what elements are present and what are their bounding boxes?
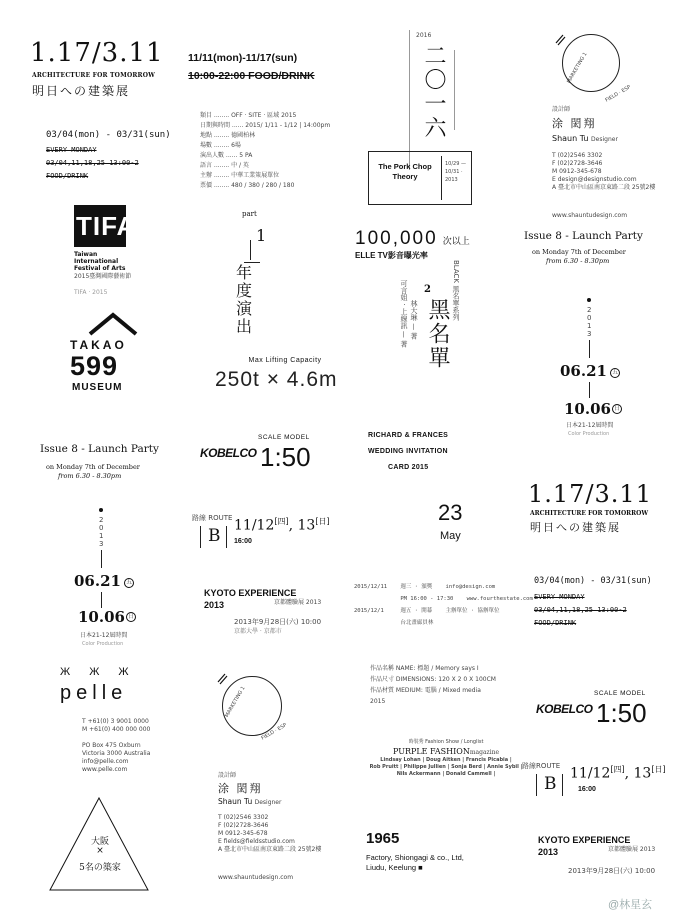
- fashion-names-2: Rob Pruitt | Philippe Jullien | Sonja Berd | Annie Sybil |: [369, 764, 523, 770]
- info-row: 語言 ........ 中 / 英: [200, 162, 249, 169]
- dot-marker: [99, 508, 103, 512]
- tile-artwork-info: [370, 665, 520, 706]
- part-title-cn: 年度演出: [236, 263, 256, 336]
- kyoto-cn: 京都體驗展 2013: [608, 846, 656, 853]
- year-digit: 2: [587, 306, 592, 314]
- contact-address: A 臺北市中山區南京東路二段 25號2樓: [552, 184, 656, 191]
- triangle-mid: ×: [96, 846, 104, 856]
- route-day-1: 四: [613, 765, 622, 774]
- artwork-row: 作品名稱 NAME: 標題 / Memory says I: [370, 665, 479, 672]
- wedding-line-3: CARD 2015: [388, 464, 429, 471]
- tile-launch-party-left: [40, 443, 190, 480]
- schedule-row: 2015/12/1 週五 · 開幕 主辦單位 · 協辦單位: [354, 608, 500, 614]
- scale-value: 1:50: [260, 442, 311, 472]
- issue-date: on Monday 7th of December: [532, 248, 626, 256]
- route-dates: 11/12[四], 13[日]: [570, 765, 666, 782]
- circle-bottom-text: FIELD · ESP: [604, 84, 632, 104]
- pelle-web: www.pelle.com: [82, 766, 128, 773]
- contact-email: E fields@fieldsstudio.com: [218, 838, 295, 845]
- exhibition-subtitle: ARCHITECTURE FOR TOMORROW: [530, 510, 649, 517]
- issue-title: Issue 8 - Launch Party: [524, 230, 643, 242]
- times-text: 03/04,11,18,25 13:00-2: [46, 159, 139, 167]
- contact-list: [218, 814, 348, 854]
- fashion-small: 時裝秀 Fashion Show / Longlist: [408, 739, 484, 745]
- kyoto-title: KYOTO EXPERIENCE: [538, 835, 631, 845]
- factory-year: 1965: [366, 830, 400, 847]
- view-count-number: 100,000: [355, 228, 438, 249]
- contact-phone: T (02)2546 3302: [552, 152, 603, 159]
- tile-1965-factory: [366, 830, 516, 872]
- tile-schedule-table: [354, 583, 533, 627]
- year-digit: 0: [587, 314, 592, 322]
- contact-mobile: M 0912-345-678: [218, 830, 268, 837]
- blacklist-number: 2: [424, 284, 431, 295]
- triangle-bottom: 5名の築家: [79, 863, 121, 873]
- circle-top-text: MARKETING 1: [566, 51, 589, 85]
- tile-kyoto-middle: [204, 588, 354, 638]
- factory-line-1: Factory, Shiongagi & co., Ltd,: [366, 853, 464, 862]
- info-row: 主辦 ........ 中華工業策展單位: [200, 172, 280, 179]
- contact-phone: T (02)2546 3302: [218, 814, 269, 821]
- tile-view-count: [355, 228, 515, 261]
- tifa-logo: TIFA: [76, 211, 137, 241]
- year-digit: 1: [587, 322, 592, 330]
- date-two: 10.06: [78, 608, 125, 626]
- route-letter: B: [208, 526, 221, 546]
- fashion-title-suffix: magazine: [469, 749, 500, 756]
- fashion-names-1: Lindsay Lohan | Doug Aitken | Francis Picabia |: [380, 757, 512, 763]
- pelle-email: info@pelle.com: [82, 758, 129, 765]
- designer-name-cn: 涂 閎翔: [552, 117, 597, 130]
- year-digit: 1: [99, 532, 104, 540]
- tile-route-right: [522, 760, 682, 805]
- tile-purple-fashion: [366, 738, 526, 778]
- pelle-address-2: Victoria 3000 Australia: [82, 750, 151, 757]
- event-date-range: 11/11(mon)-11/17(sun): [188, 52, 298, 64]
- period-text: 03/04(mon) - 03/31(sun): [534, 576, 652, 586]
- circle-bottom-text: FIELD · ESP: [260, 722, 288, 742]
- pelle-phone: T +61(0) 3 9001 0000: [82, 718, 149, 725]
- food-text: FOOD/DRINK: [534, 619, 577, 627]
- date-one: 06.21: [560, 362, 607, 380]
- tifa-cn: 2015臺灣國際藝術節: [74, 273, 132, 280]
- designer-web: www.shauntudesign.com: [218, 874, 294, 881]
- name-en: Shaun Tu: [218, 797, 253, 806]
- dot-marker: [587, 298, 591, 302]
- tile-wedding-invitation: [368, 432, 488, 552]
- contact-fax: F (02)2728-3646: [218, 822, 269, 829]
- tile-date-card-right: [560, 298, 640, 438]
- contact-list: [552, 152, 668, 192]
- route-letter: B: [544, 774, 557, 794]
- tile-tifa: [74, 205, 164, 300]
- tile-schedule-right: [534, 576, 684, 629]
- every-monday-text: EVERY MONDAY: [46, 146, 97, 154]
- date-note: 日本21-12屆時間: [566, 422, 614, 429]
- tile-date-card-left: [72, 508, 152, 648]
- exhibition-subtitle: ARCHITECTURE FOR TOMORROW: [32, 72, 156, 79]
- event-info-table: [200, 112, 350, 190]
- designer-name-en: [552, 133, 618, 144]
- date-two: 10.06: [564, 400, 611, 418]
- date-note: 日本21-12屆時間: [80, 632, 128, 639]
- name-en-role: Designer: [591, 136, 618, 143]
- tile-business-card-bottom: [212, 668, 352, 898]
- exhibition-date: 1.17/3.11: [30, 38, 164, 68]
- route-date-1: 11/12: [570, 765, 611, 782]
- route-dates: 11/12[四], 13[日]: [234, 517, 330, 534]
- top-small-year: 2016: [416, 32, 432, 39]
- artwork-row: 2015: [370, 698, 386, 705]
- date-note-2: Color Production: [568, 431, 610, 437]
- route-label: 路線 ROUTE: [192, 514, 233, 522]
- tifa-line-1: Taiwan: [74, 251, 98, 258]
- day-one: 五: [126, 579, 133, 586]
- artwork-row: 作品材質 MEDIUM: 電腦 / Mixed media: [370, 687, 481, 694]
- pork-chop-title: The Pork Chop Theory: [378, 162, 432, 181]
- event-hours: 10:00-22:00 FOOD/DRINK: [188, 70, 315, 82]
- pork-chop-date-box: [368, 151, 472, 205]
- roof-icon: [88, 312, 138, 336]
- pelle-logo-marks: Ж Ж Ж: [60, 666, 137, 678]
- pork-chop-dates: 10/29 — 10/31 · 2013: [445, 161, 466, 183]
- contact-address: A 臺北市中山區南京東路二段 25號2樓: [218, 846, 322, 853]
- watermark: @林星玄: [608, 899, 653, 911]
- kobelco-brand: KOBELCO: [536, 702, 593, 716]
- year-digit: 3: [99, 540, 104, 548]
- route-time: 16:00: [234, 538, 252, 545]
- food-text: FOOD/DRINK: [46, 172, 89, 180]
- tifa-line-3: Festival of Arts: [74, 265, 126, 272]
- kyoto-date: 2013年9月28日(六) 10:00: [234, 618, 322, 626]
- tile-launch-party-right: [524, 230, 674, 265]
- card-logo-mark: [554, 32, 566, 46]
- view-count-suffix: 次以上: [442, 236, 470, 246]
- name-en: Shaun Tu: [552, 134, 589, 143]
- route-time: 16:00: [578, 786, 596, 793]
- tile-architecture-right: [528, 480, 678, 540]
- schedule-row: 台北畫廊員林: [354, 620, 434, 626]
- route-date-1: 11/12: [234, 517, 275, 534]
- info-row: 日期與時間 ...... 2015/ 1/11 - 1/12 | 14:00pm: [200, 122, 331, 129]
- contact-email: E design@designstudio.com: [552, 176, 637, 183]
- kyoto-note: 京都大學 · 京都市: [234, 628, 282, 635]
- scale-value: 1:50: [596, 698, 647, 728]
- circle-top-text: MARKETING 1: [224, 685, 247, 719]
- fashion-names-3: Nils Ackermann | Donald Cammell |: [396, 771, 496, 777]
- period-text: 03/04(mon) - 03/31(sun): [46, 130, 171, 140]
- schedule-row: PM 16:00 - 17:30 www.fourthestate.com: [354, 596, 533, 602]
- vertical-year-chars: 二〇一六: [421, 44, 446, 140]
- tile-lifting-capacity: [215, 357, 355, 392]
- issue-time: from 6.30 - 8.30pm: [58, 472, 122, 480]
- slash-mark-icon: [216, 672, 228, 686]
- designer-name-en: [218, 796, 281, 807]
- route-date-2: 13: [633, 765, 652, 782]
- pelle-brand: pelle: [60, 682, 128, 704]
- route-label: 路線ROUTE: [522, 762, 561, 770]
- tile-pelle-card: [60, 666, 170, 786]
- slash-mark-icon: [554, 33, 566, 47]
- kyoto-year: 2013: [538, 847, 559, 857]
- tile-takao-museum: [66, 310, 176, 400]
- year-digit: 3: [587, 330, 592, 338]
- part-label: part: [242, 210, 257, 218]
- schedule-row: 2015/12/11 週三 · 頒獎 info@design.com: [354, 584, 496, 590]
- tile-kobelco-middle: [200, 432, 340, 477]
- day-two: 日: [128, 613, 135, 620]
- blacklist-side-3: 林大琳 — 著: [410, 300, 418, 340]
- info-row: 場數 ........ 6場: [200, 142, 241, 149]
- exhibition-date: 1.17/3.11: [528, 480, 652, 508]
- date-one: 06.21: [74, 572, 121, 590]
- pelle-mobile: M +61(0) 400 000 000: [82, 726, 151, 733]
- exhibition-jp-title: 明日への建築展: [530, 521, 621, 534]
- scale-label: SCALE MODEL: [258, 434, 310, 441]
- tile-triangle-osaka: [44, 794, 154, 894]
- info-row: 地點 ........ 德國柏林: [200, 132, 256, 139]
- day-two: 日: [614, 405, 621, 412]
- lifting-value: 250t × 4.6m: [215, 368, 338, 391]
- info-row: 類目 ........ OFF · SITE · 區域 2015: [200, 112, 297, 119]
- takao-line-2: 599: [70, 351, 119, 381]
- pelle-address-1: PO Box 475 Oxburn: [82, 742, 141, 749]
- contact-mobile: M 0912-345-678: [552, 168, 602, 175]
- fashion-title: [366, 747, 526, 757]
- tile-event-dates: [188, 52, 348, 82]
- designer-name-cn: 涂 閎翔: [218, 782, 263, 795]
- year-digit: 0: [99, 524, 104, 532]
- wedding-line-1: RICHARD & FRANCES: [368, 432, 449, 439]
- wedding-line-2: WEDDING INVITATION: [368, 448, 448, 455]
- blacklist-side-2: BLACK 黑名單系列: [452, 260, 460, 321]
- times-text: 03/04,11,18,25 13:00-2: [534, 606, 627, 614]
- issue-time: from 6.30 - 8.30pm: [546, 257, 610, 265]
- wedding-day: 23: [438, 500, 463, 525]
- designer-label: 設計師: [218, 772, 237, 779]
- kobelco-brand: KOBELCO: [200, 446, 257, 460]
- kyoto-year: 2013: [204, 600, 225, 610]
- takao-line-1: TAKAO: [70, 338, 127, 352]
- triangle-top: 大阪: [90, 837, 109, 847]
- every-monday-text: EVERY MONDAY: [534, 593, 585, 601]
- scale-label: SCALE MODEL: [594, 690, 646, 697]
- year-digit: 2: [99, 516, 104, 524]
- info-row: 票價 ........ 480 / 380 / 280 / 180: [200, 182, 295, 189]
- name-en-role: Designer: [254, 799, 282, 806]
- tifa-line-2: International: [74, 258, 119, 265]
- kyoto-cn: 京都體驗展 2013: [274, 599, 322, 606]
- tile-kobelco-right: [536, 688, 676, 733]
- contact-fax: F (02)2728-3646: [552, 160, 603, 167]
- designer-web: www.shauntudesign.com: [552, 212, 628, 219]
- route-day-2: 日: [318, 517, 327, 526]
- day-one: 五: [612, 369, 619, 376]
- issue-date: on Monday 7th of December: [46, 463, 140, 471]
- tile-schedule-left: [46, 130, 206, 182]
- tile-kyoto-right: [538, 835, 688, 885]
- tile-part-one: [230, 210, 270, 340]
- view-count-label: ELLE TV影音曝光率: [355, 251, 428, 260]
- factory-line-2: Liudu, Keelung ■: [366, 863, 423, 872]
- part-number: 1: [256, 226, 267, 245]
- artwork-row: 作品尺寸 DIMENSIONS: 120 X 2 0 X 100CM: [370, 676, 496, 683]
- wedding-month: May: [440, 530, 461, 542]
- lifting-label: Max Lifting Capacity: [248, 357, 322, 364]
- designer-label: 設計師: [552, 106, 571, 113]
- blacklist-side-1: 可言姐 · 上線訊 — 著: [400, 280, 408, 348]
- tile-blacklist: [400, 260, 480, 410]
- tifa-meta: TIFA · 2015: [74, 289, 108, 296]
- tile-route-middle: [192, 512, 352, 557]
- takao-line-3: MUSEUM: [72, 382, 123, 393]
- fashion-title-main: PURPLE FASHION: [392, 747, 470, 756]
- tile-business-card-top: [540, 20, 670, 230]
- date-note-2: Color Production: [82, 641, 124, 647]
- issue-title: Issue 8 - Launch Party: [40, 443, 159, 455]
- kyoto-date: 2013年9月28日(六) 10:00: [568, 867, 656, 875]
- route-day-1: 四: [277, 517, 286, 526]
- blacklist-title: 黑名單: [425, 298, 450, 370]
- kyoto-title: KYOTO EXPERIENCE: [204, 588, 297, 598]
- info-row: 演出人數 ...... 5 PA: [200, 152, 253, 159]
- exhibition-jp-title: 明日への建築展: [32, 84, 131, 98]
- route-date-2: 13: [297, 517, 316, 534]
- route-day-2: 日: [654, 765, 663, 774]
